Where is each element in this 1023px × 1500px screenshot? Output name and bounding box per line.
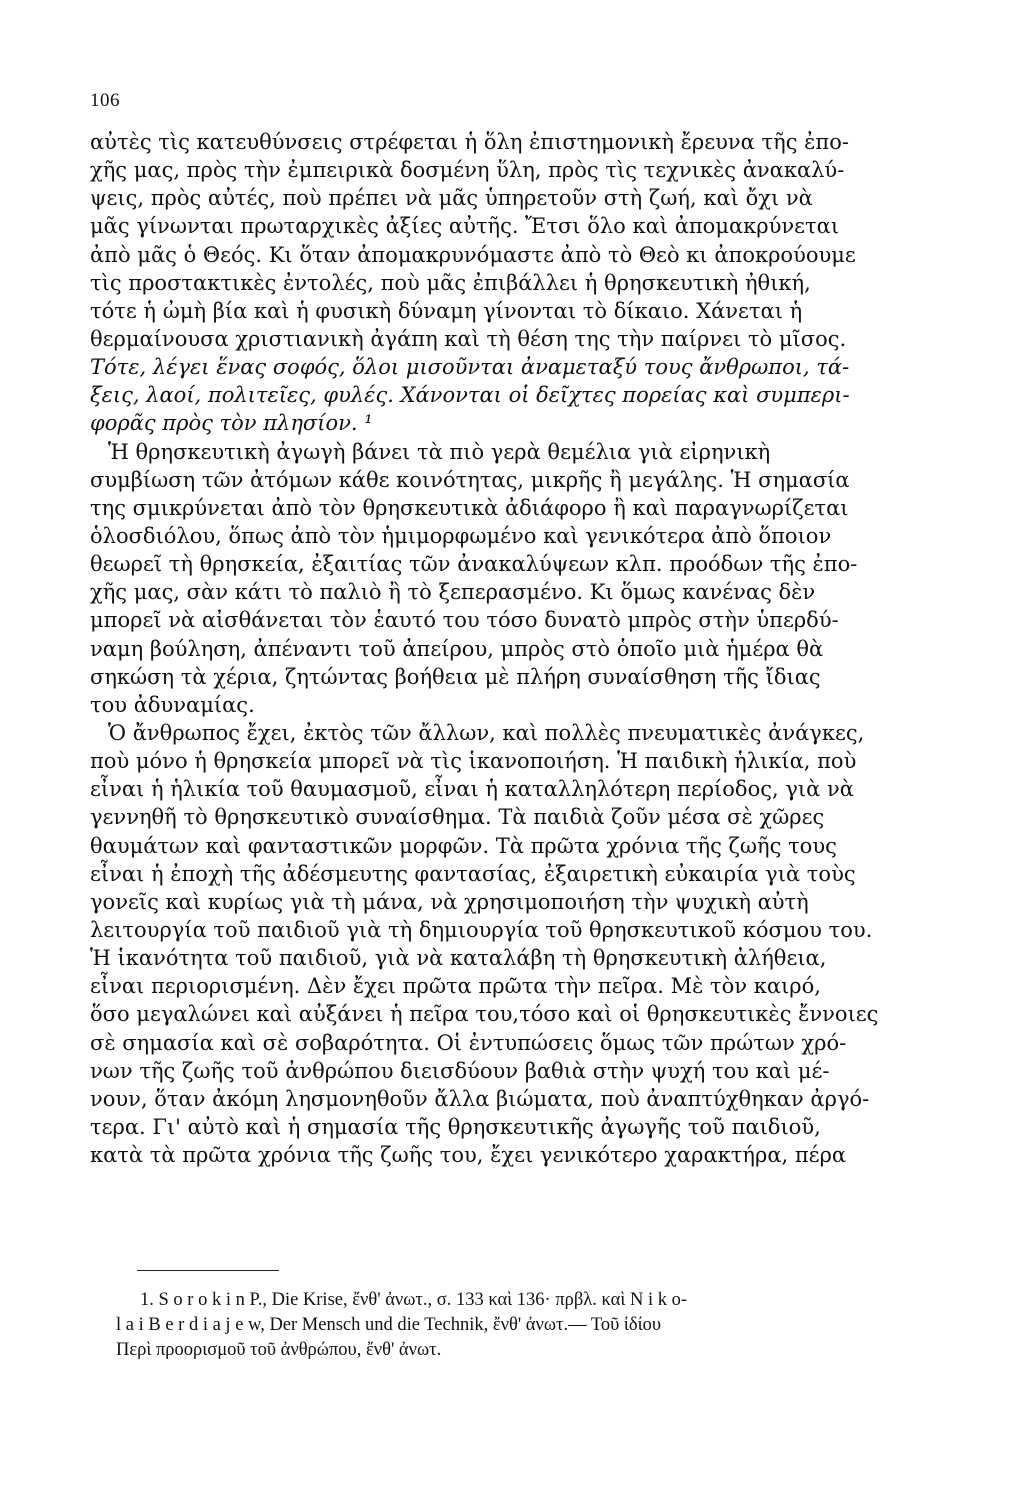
body-line: θαυμάτων καὶ φανταστικῶν μορφῶν. Τὰ πρῶτα χρόνια τῆς ζωῆς τους: [90, 833, 837, 858]
body-line: σὲ σημασία καὶ σὲ σοβαρότητα. Οἱ ἐντυπώσεις ὅμως τῶν πρώτων χρό-: [90, 1030, 847, 1055]
body-line: εἶναι ἡ ἐποχὴ τῆς ἀδέσμευτης φαντασίας, ἐξαιρετικὴ εὐκαιρία γιὰ τοὺς: [90, 861, 856, 886]
body-line: τερα. Γι' αὐτὸ καὶ ἡ σημασία τῆς θρησκευτικῆς ἀγωγῆς τοῦ παιδιοῦ,: [90, 1114, 821, 1139]
body-line: χῆς μας, πρὸς τὴν ἐμπειρικὰ δοσμένη ὕλη, πρὸς τὶς τεχνικὲς ἀνακαλύ-: [90, 158, 845, 183]
body-line: Ἡ ἱκανότητα τοῦ παιδιοῦ, γιὰ νὰ καταλάβη τὴ θρησκευτικὴ ἀλήθεια,: [90, 946, 827, 971]
page-number: 106: [90, 90, 120, 111]
footnote-line: 1. S o r o k i n P., Die Krise, ἔνθ' ἀνωτ., σ. 133 καὶ 136· πρβλ. καὶ N i k o-: [140, 1290, 688, 1310]
body-line: λειτουργία τοῦ παιδιοῦ γιὰ τὴ δημιουργία τοῦ θρησκευτικοῦ κόσμου του.: [90, 917, 873, 942]
body-line: ὅσο μεγαλώνει καὶ αὐξάνει ἡ πεῖρα του,τόσο καὶ οἱ θρησκευτικὲς ἔννοιες: [90, 1002, 879, 1027]
footnote-divider: [137, 1270, 279, 1271]
body-line: μᾶς γίνωνται πρωταρχικὲς ἀξίες αὐτῆς. Ἔτσι ὅλο καὶ ἀπομακρύνεται: [90, 214, 840, 239]
body-line: Ὁ ἄνθρωπος ἔχει, ἐκτὸς τῶν ἄλλων, καὶ πολλὲς πνευματικὲς ἀνάγκες,: [108, 720, 865, 745]
body-line: ναμη βούληση, ἀπέναντι τοῦ ἀπείρου, μπρὸς στὸ ὁποῖο μιὰ ἡμέρα θὰ: [90, 636, 824, 661]
body-line: κατὰ τὰ πρῶτα χρόνια τῆς ζωῆς του, ἔχει γενικότερο χαρακτήρα, πέρα: [90, 1143, 847, 1168]
body-line: ὁλοσδιόλου, ὅπως ἀπὸ τὸν ἡμιμορφωμένο καὶ γενικότερα ἀπὸ ὅποιον: [90, 523, 832, 548]
body-line: ἀπὸ μᾶς ὁ Θεός. Κι ὅταν ἀπομακρυνόμαστε ἀπὸ τὸ Θεὸ κι ἀποκρούουμε: [90, 242, 856, 267]
footnote-line: Περὶ προορισμοῦ τοῦ ἀνθρώπου, ἔνθ' ἀνωτ.: [116, 1340, 442, 1360]
body-line: της σμικρύνεται ἀπὸ τὸν θρησκευτικὰ ἀδιάφορο ἢ καὶ παραγνωρίζεται: [90, 495, 849, 520]
footnotes: [116, 1288, 966, 1363]
body-line: Ἡ θρησκευτικὴ ἀγωγὴ βάνει τὰ πιὸ γερὰ θεμέλια γιὰ εἰρηνικὴ: [108, 439, 771, 464]
body-line: αὐτὲς τὶς κατευθύνσεις στρέφεται ἡ ὅλη ἐπιστημονικὴ ἔρευνα τῆς ἐπο-: [90, 130, 849, 154]
footnote-line: l a i B e r d i a j e w, Der Mensch und die Technik, ἔνθ' ἀνωτ.— Τοῦ ἰδίου: [116, 1315, 662, 1335]
body-line: χῆς μας, σὰν κάτι τὸ παλιὸ ἢ τὸ ξεπερασμένο. Κι ὅμως κανένας δὲν: [90, 580, 816, 605]
body-line: ψεις, πρὸς αὐτές, ποὺ πρέπει νὰ μᾶς ὑπηρετοῦν στὴ ζωή, καὶ ὄχι νὰ: [90, 186, 813, 211]
body-line: εἶναι περιορισμένη. Δὲν ἔχει πρῶτα πρῶτα τὴν πεῖρα. Μὲ τὸν καιρό,: [90, 974, 821, 999]
body-line: του ἀδυναμίας.: [90, 692, 255, 717]
body-line: γονεῖς καὶ κυρίως γιὰ τὴ μάνα, νὰ χρησιμοποιήση τὴν ψυχικὴ αὐτὴ: [90, 889, 809, 914]
body-line: εἶναι ἡ ἡλικία τοῦ θαυμασμοῦ, εἶναι ἡ καταλληλότερη περίοδος, γιὰ νὰ: [90, 777, 854, 802]
body-line: τὶς προστακτικὲς ἐντολές, ποὺ μᾶς ἐπιβάλλει ἡ θρησκευτικὴ ἠθική,: [90, 270, 811, 295]
body-line: συμβίωση τῶν ἀτόμων κάθε κοινότητας, μικρῆς ἢ μεγάλης. Ἡ σημασία: [90, 467, 850, 492]
body-text: [90, 128, 960, 1169]
body-line: νων τῆς ζωῆς τοῦ ἀνθρώπου διεισδύουν βαθιὰ στὴν ψυχή του καὶ μέ-: [90, 1058, 830, 1083]
body-line: ξεις, λαοί, πολιτεῖες, φυλές. Χάνονται οἱ δεῖχτες πορείας καὶ συμπερι-: [90, 383, 850, 408]
body-line: μπορεῖ νὰ αἰσθάνεται τὸν ἑαυτό του τόσο δυνατὸ μπρὸς στὴν ὑπερδύ-: [90, 608, 839, 633]
body-line: τότε ἡ ὠμὴ βία καὶ ἡ φυσικὴ δύναμη γίνονται τὸ δίκαιο. Χάνεται ἡ: [90, 298, 803, 323]
body-line: ποὺ μόνο ἡ θρησκεία μπορεῖ νὰ τὶς ἱκανοποιήση. Ἡ παιδικὴ ἡλικία, ποὺ: [90, 749, 857, 774]
body-line: νουν, ὅταν ἀκόμη λησμονηθοῦν ἄλλα βιώματα, ποὺ ἀναπτύχθηκαν ἀργό-: [90, 1086, 870, 1111]
body-line: θερμαίνουσα χριστιανικὴ ἀγάπη καὶ τὴ θέση της τὴν παίρνει τὸ μῖσος.: [90, 326, 847, 351]
body-line: θεωρεῖ τὴ θρησκεία, ἐξαιτίας τῶν ἀνακαλύψεων κλπ. προόδων τῆς ἐπο-: [90, 552, 858, 577]
body-line: Τότε, λέγει ἕνας σοφός, ὅλοι μισοῦνται ἀναμεταξύ τους ἄνθρωποι, τά-: [90, 355, 850, 380]
body-line: γεννηθῆ τὸ θρησκευτικὸ συναίσθημα. Τὰ παιδιὰ ζοῦν μέσα σὲ χῶρες: [90, 805, 825, 830]
body-line: φορᾶς πρὸς τὸν πλησίον. ¹: [90, 411, 373, 436]
body-line: σηκώση τὰ χέρια, ζητώντας βοήθεια μὲ πλήρη συναίσθηση τῆς ἴδιας: [90, 664, 821, 689]
